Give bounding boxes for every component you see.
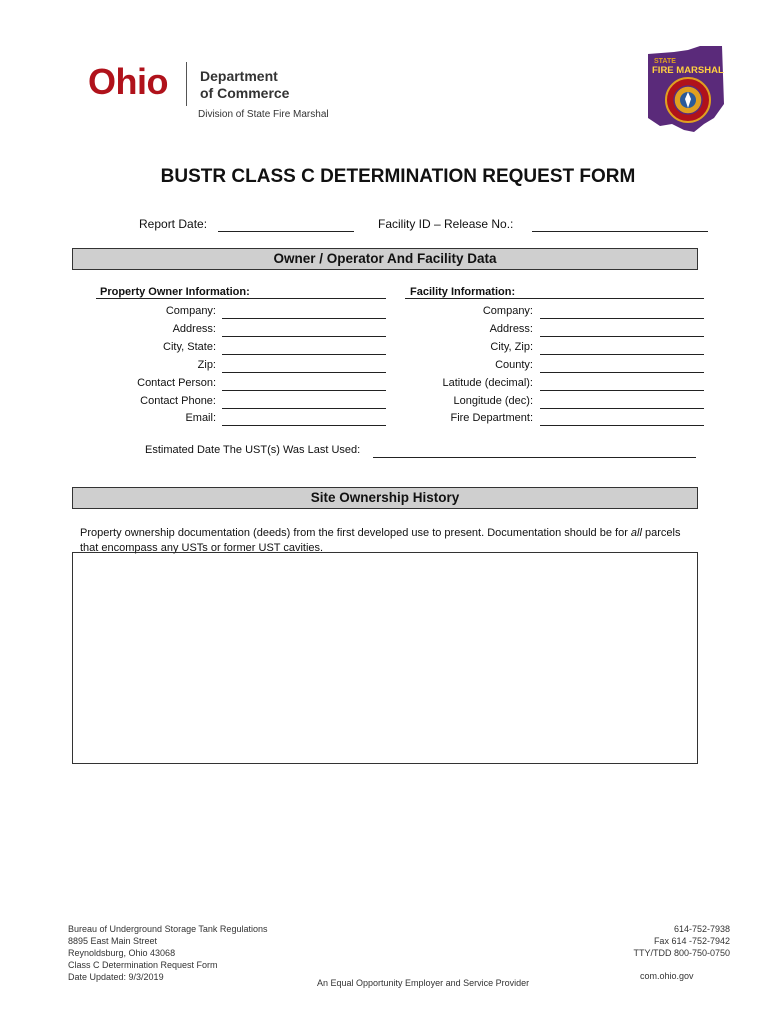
owner-label: Contact Person: — [137, 377, 216, 389]
owner-heading-rule — [96, 298, 386, 299]
facility-label: City, Zip: — [490, 341, 533, 353]
footer-address-block — [68, 923, 267, 983]
facility-label: Latitude (decimal): — [442, 377, 533, 389]
logo-divider — [186, 62, 187, 106]
footer-fax: Fax 614 -752-7942 — [653, 936, 730, 946]
report-date-field[interactable] — [218, 231, 354, 232]
ownership-instructions-part-1: Property ownership documentation (deeds) from the first developed use to present. Documentation should be for — [80, 527, 631, 539]
department-line-2: of Commerce — [200, 85, 290, 101]
owner-label: Zip: — [197, 359, 216, 371]
last-used-field[interactable] — [373, 457, 696, 458]
facility-fire-department-field[interactable] — [540, 425, 704, 426]
owner-facility-section-header: Owner / Operator And Facility Data — [72, 248, 698, 270]
owner-label: Contact Phone: — [140, 395, 216, 407]
facility-heading: Facility Information: — [410, 286, 516, 298]
ownership-instructions-emphasis: all — [630, 527, 642, 539]
ownership-instructions-part-2: parcels that encompass any USTs or former UST cavities. — [80, 527, 681, 554]
facility-address-field[interactable] — [540, 336, 704, 337]
facility-label: County: — [495, 359, 533, 371]
badge-main-text: FIRE MARSHAL — [652, 65, 724, 76]
site-ownership-section-header: Site Ownership History — [72, 487, 698, 509]
ownership-history-textarea[interactable] — [72, 552, 698, 764]
owner-label: Company: — [165, 305, 216, 317]
facility-release-field[interactable] — [532, 231, 708, 232]
footer-website[interactable]: com.ohio.gov — [640, 971, 694, 981]
facility-company-field[interactable] — [540, 318, 704, 319]
report-date-label: Report Date: — [139, 217, 208, 231]
form-title: BUSTR CLASS C DETERMINATION REQUEST FORM — [160, 166, 636, 187]
division-name: Division of State Fire Marshal — [198, 109, 329, 120]
facility-heading-rule — [405, 298, 704, 299]
footer-left-line: Date Updated: 9/3/2019 — [68, 972, 164, 982]
property-owner-heading: Property Owner Information: — [100, 286, 250, 298]
facility-longitude-field[interactable] — [540, 408, 704, 409]
owner-contact-phone-field[interactable] — [222, 408, 386, 409]
footer-tty: TTY/TDD 800-750-0750 — [633, 948, 730, 958]
department-line-1: Department — [200, 68, 278, 84]
facility-label: Company: — [482, 305, 533, 317]
footer-left-line: Bureau of Underground Storage Tank Regulations — [68, 924, 268, 934]
facility-label: Address: — [489, 323, 533, 335]
footer-contact-block — [633, 923, 730, 959]
owner-city-state-field[interactable] — [222, 354, 386, 355]
footer-left-line: 8895 East Main Street — [68, 936, 158, 946]
owner-label: Email: — [185, 412, 216, 424]
owner-label: Address: — [172, 323, 216, 335]
facility-county-field[interactable] — [540, 372, 704, 373]
owner-address-field[interactable] — [222, 336, 386, 337]
state-fire-marshal-badge-icon — [644, 44, 726, 136]
facility-release-label: Facility ID – Release No.: — [378, 217, 514, 231]
facility-label: Fire Department: — [450, 412, 533, 424]
footer-left-line: Class C Determination Request Form — [68, 960, 218, 970]
footer-phone: 614-752-7938 — [673, 924, 730, 934]
owner-email-field[interactable] — [222, 425, 386, 426]
last-used-label: Estimated Date The UST(s) Was Last Used: — [145, 444, 361, 456]
owner-contact-person-field[interactable] — [222, 390, 386, 391]
owner-company-field[interactable] — [222, 318, 386, 319]
facility-city-zip-field[interactable] — [540, 354, 704, 355]
facility-label: Longitude (dec): — [453, 395, 533, 407]
ohio-logo-text: Ohio — [88, 61, 168, 102]
facility-latitude-field[interactable] — [540, 390, 704, 391]
owner-label: City, State: — [163, 341, 216, 353]
footer-eoe-statement: An Equal Opportunity Employer and Service Provider — [317, 978, 530, 988]
badge-top-text: STATE — [654, 58, 676, 65]
owner-zip-field[interactable] — [222, 372, 386, 373]
footer-left-line: Reynoldsburg, Ohio 43068 — [68, 948, 176, 958]
